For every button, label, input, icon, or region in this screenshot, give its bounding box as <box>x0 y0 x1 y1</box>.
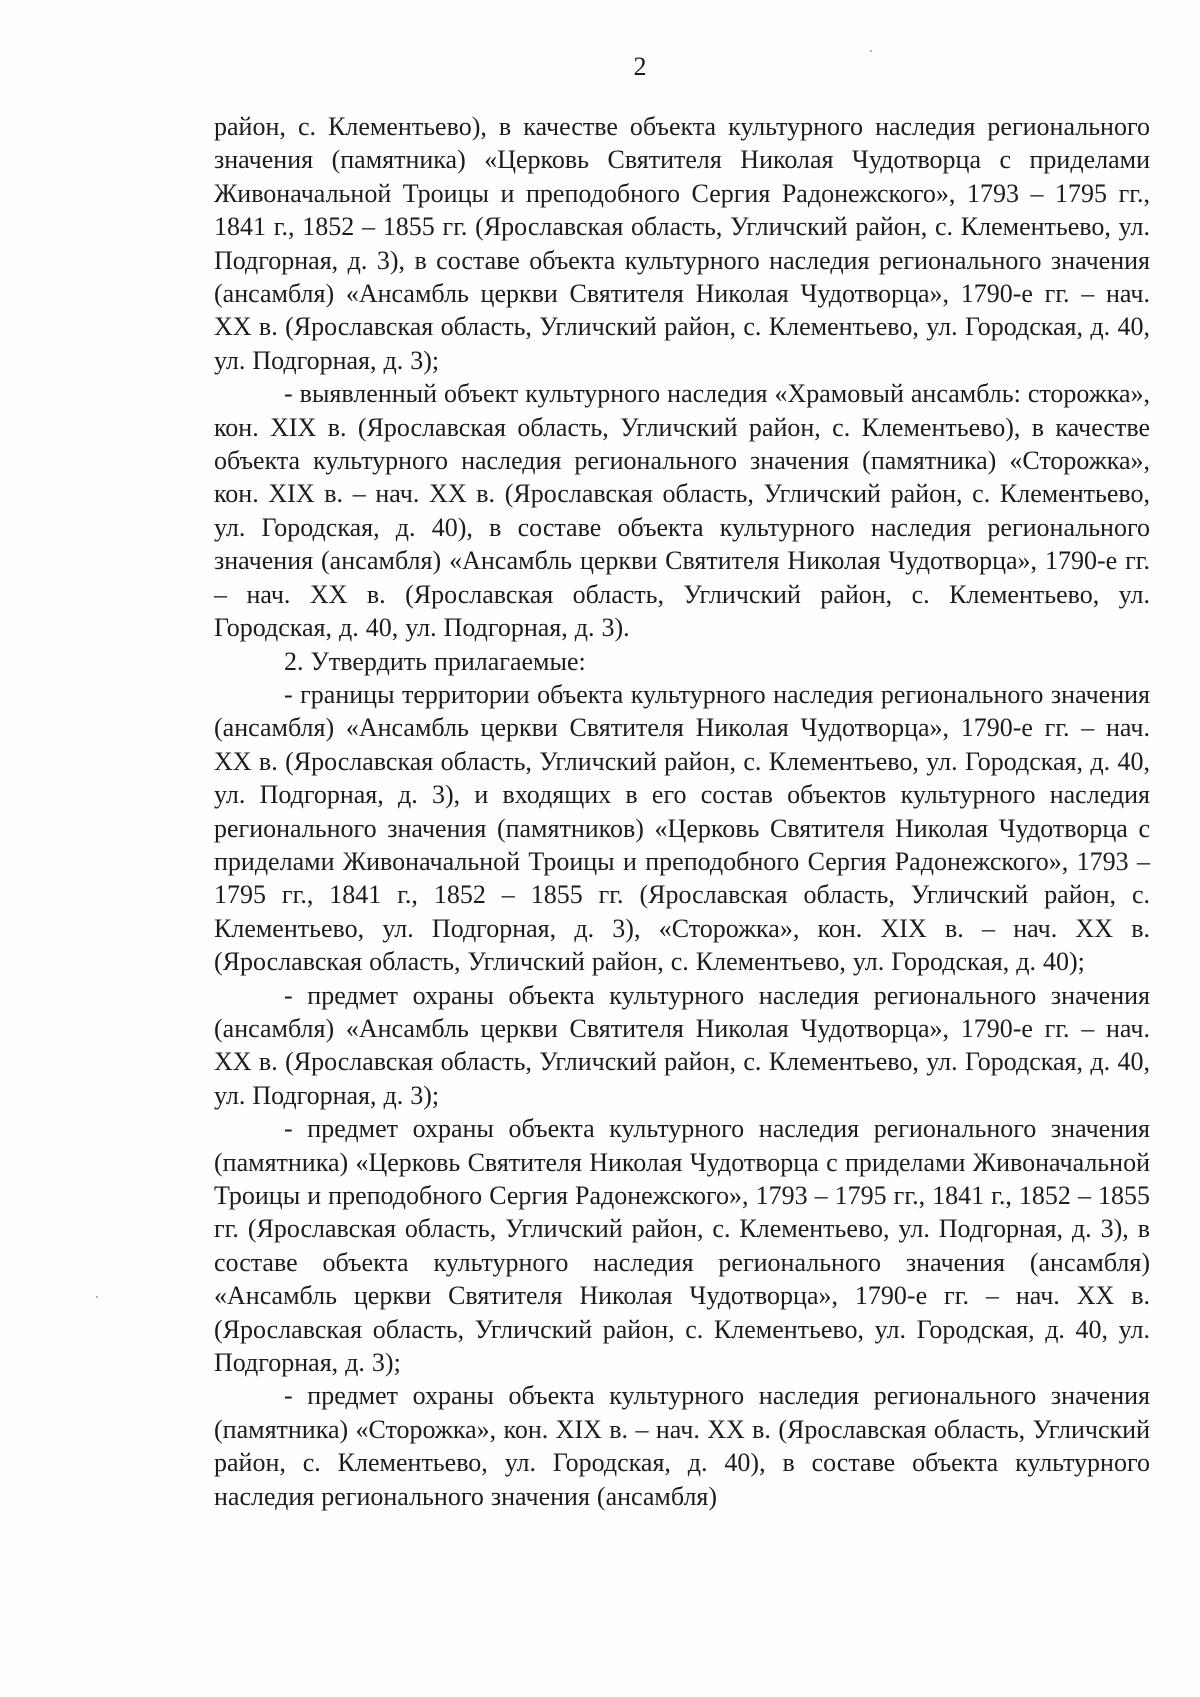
paragraph-continuation: район, с. Клементьево), в качестве объекта культурного наследия регионального значения (памятника) «Церковь Святителя Николая Чудотворца с приделами Живоначальной Троицы и преподобного Сергия Радонежского», 1793 – 1795 гг., 1841 г., 1852 – 1855 гг. (Ярославская область, Угличский район, с. Клементьево, ул. Подгорная, д. 3), в составе объекта культурного наследия регионального значения (ансамбля) «Ансамбль церкви Святителя Николая Чудотворца», 1790-е гг. – нач. XX в. (Ярославская область, Угличский район, с. Клементьево, ул. Городская, д. 40, ул. Подгорная, д. 3); <box>214 112 1150 375</box>
paragraph-item: - границы территории объекта культурного наследия регионального значения (ансамбля) «Ансамбль церкви Святителя Николая Чудотворца», 1790-е гг. – нач. XX в. (Ярославская область, Угличский район, с. Клементьево, ул. Городская, д. 40, ул. Подгорная, д. 3), и входящих в его состав объектов культурного наследия регионального значения (памятников) «Церковь Святителя Николая Чудотворца с приделами Живоначальной Троицы и преподобного Сергия Радонежского», 1793 – 1795 гг., 1841 г., 1852 – 1855 гг. (Ярославская область, Угличский район, с. Клементьево, ул. Подгорная, д. 3), «Сторожка», кон. XIX в. – нач. XX в. (Ярославская область, Угличский район, с. Клементьево, ул. Городская, д. 40); <box>214 679 1150 977</box>
paragraph-item: - предмет охраны объекта культурного наследия регионального значения (памятника) «Церковь Святителя Николая Чудотворца с приделами Живоначальной Троицы и преподобного Сергия Радонежского», 1793 – 1795 гг., 1841 г., 1852 – 1855 гг. (Ярославская область, Угличский район, с. Клементьево, ул. Подгорная, д. 3), в составе объекта культурного наследия регионального значения (ансамбля) «Ансамбль церкви Святителя Николая Чудотворца», 1790-е гг. – нач. XX в. (Ярославская область, Угличский район, с. Клементьево, ул. Городская, д. 40, ул. Подгорная, д. 3); <box>214 1114 1150 1378</box>
page-number: 2 <box>633 52 647 81</box>
scan-speck <box>870 50 872 52</box>
paragraph-numbered-clause: 2. Утвердить прилагаемые: <box>284 646 586 676</box>
paragraph-item: - выявленный объект культурного наследия «Храмовый ансамбль: сторожка», кон. XIX в. (Ярославская область, Угличский район, с. Клементьево), в качестве объекта культурного наследия регионального значения (памятника) «Сторожка», кон. XIX в. – нач. XX в. (Ярославская область, Угличский район, с. Клементьево, ул. Городская, д. 40), в составе объекта культурного наследия регионального значения (ансамбля) «Ансамбль церкви Святителя Николая Чудотворца», 1790-е гг. – нач. XX в. (Ярославская область, Угличский район, с. Клементьево, ул. Городская, д. 40, ул. Подгорная, д. 3). <box>214 379 1150 643</box>
document-body <box>214 110 1150 1513</box>
paragraph-item: - предмет охраны объекта культурного наследия регионального значения (ансамбля) «Ансамбль церкви Святителя Николая Чудотворца», 1790-е гг. – нач. XX в. (Ярославская область, Угличский район, с. Клементьево, ул. Городская, д. 40, ул. Подгорная, д. 3); <box>214 980 1150 1110</box>
paragraph-item: - предмет охраны объекта культурного наследия регионального значения (памятника) «Сторожка», кон. XIX в. – нач. XX в. (Ярославская область, Угличский район, с. Клементьево, ул. Городская, д. 40), в составе объекта культурного наследия регионального значения (ансамбля) <box>214 1381 1150 1511</box>
scan-speck <box>96 1296 98 1298</box>
